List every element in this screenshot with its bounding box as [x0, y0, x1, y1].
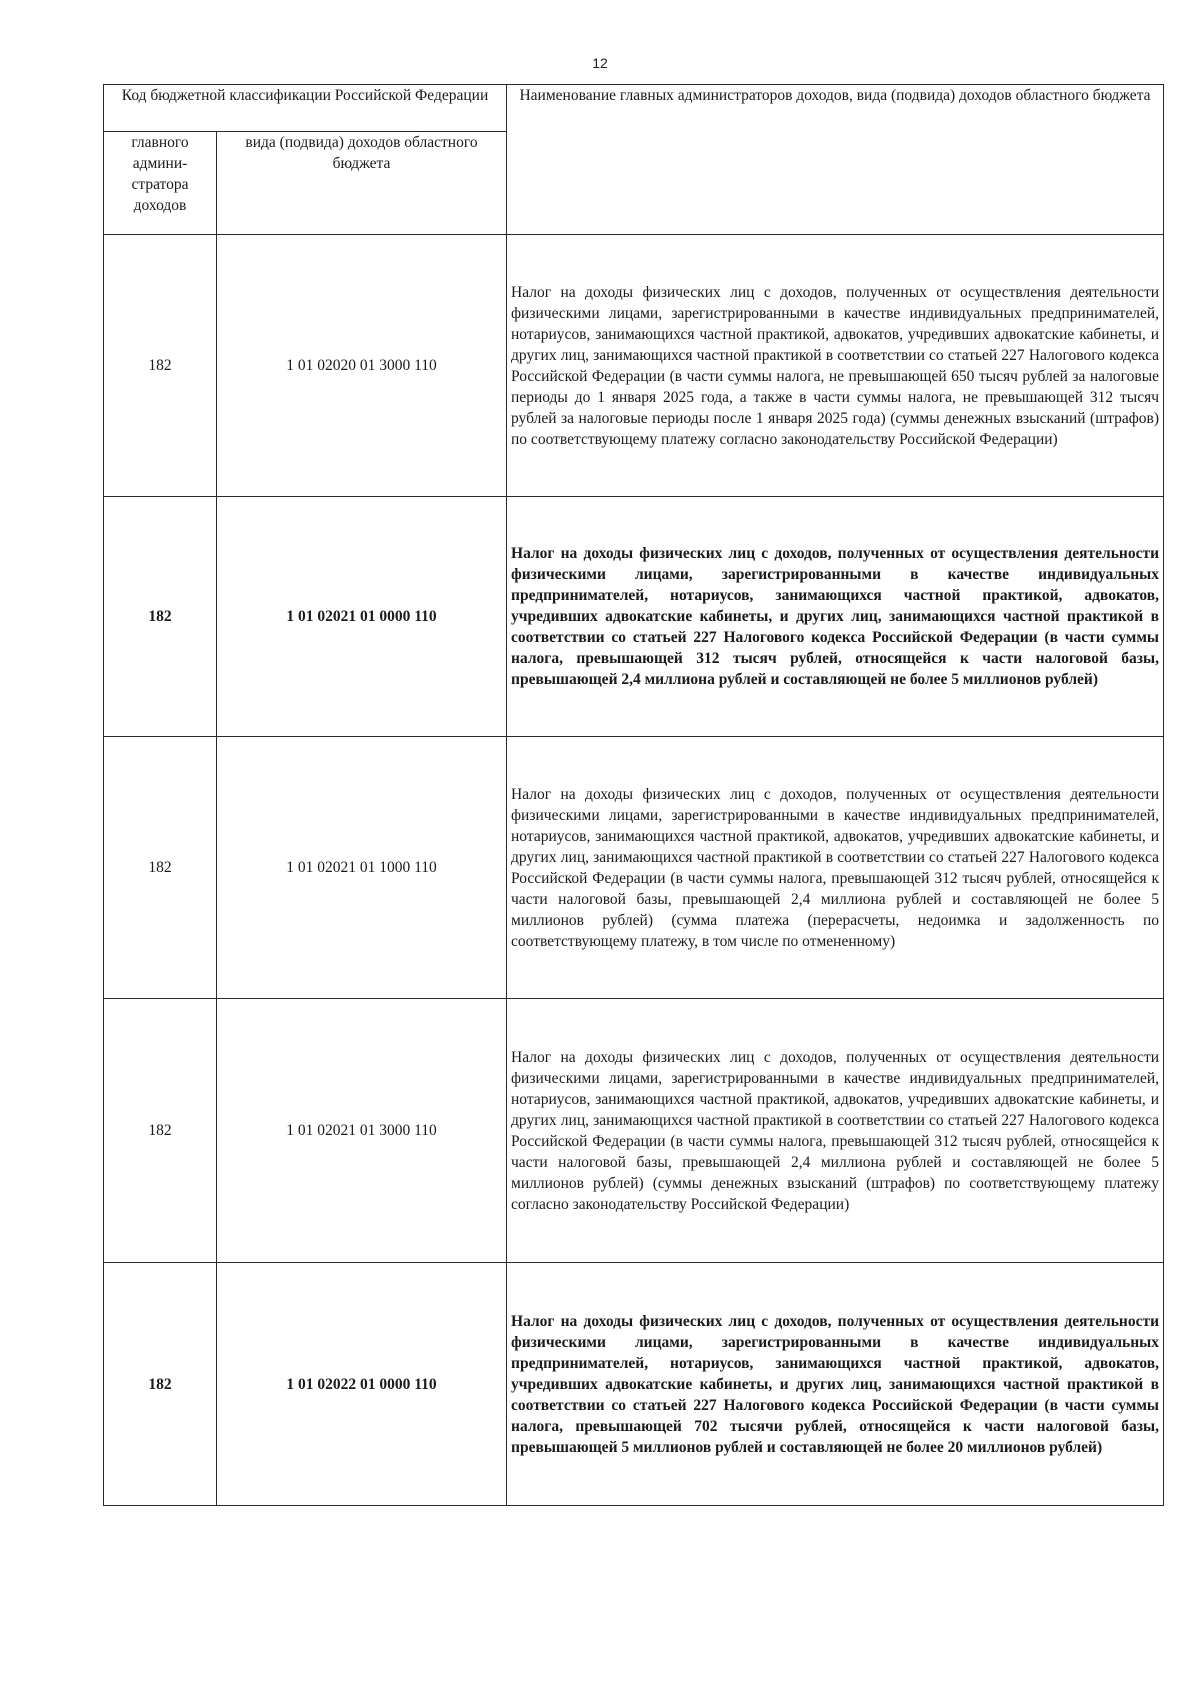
budget-classification-table: [103, 84, 1164, 1506]
income-name-cell: Налог на доходы физических лиц с доходов, полученных от осуществления деятельности физическими лицами, зарегистрированными в качестве индивидуальных предпринимателей, нотариусов, занимающихся частной практикой, адвокатов, учредивших адвокатские кабинеты, и других лиц, занимающихся частной практикой в соответствии со статьей 227 Налогового кодекса Российской Федерации (в части суммы налога, превышающей 312 тысяч рублей, относящейся к части налоговой базы, превышающей 2,4 миллиона рублей и составляющей не более 5 миллионов рублей): [507, 497, 1164, 737]
table-row: [104, 999, 1164, 1263]
income-code-cell: 1 01 02021 01 0000 110: [217, 497, 507, 737]
admin-code-cell: 182: [104, 737, 217, 999]
income-name-cell: Налог на доходы физических лиц с доходов, полученных от осуществления деятельности физическими лицами, зарегистрированными в качестве индивидуальных предпринимателей, нотариусов, занимающихся частной практикой, адвокатов, учредивших адвокатские кабинеты, и других лиц, занимающихся частной практикой в соответствии со статьей 227 Налогового кодекса Российской Федерации (в части суммы налога, превышающей 312 тысяч рублей, относящейся к части налоговой базы, превышающей 2,4 миллиона рублей и составляющей не более 5 миллионов рублей) (суммы денежных взысканий (штрафов) по соответствующему платежу согласно законодательству Российской Федерации): [507, 999, 1164, 1263]
admin-code-cell: 182: [104, 497, 217, 737]
admin-code-cell: 182: [104, 1263, 217, 1506]
admin-code-cell: 182: [104, 999, 217, 1263]
page-number: 12: [592, 55, 608, 71]
table-row: [104, 737, 1164, 999]
income-code-cell: 1 01 02021 01 1000 110: [217, 737, 507, 999]
income-name-cell: Налог на доходы физических лиц с доходов, полученных от осуществления деятельности физическими лицами, зарегистрированными в качестве индивидуальных предпринимателей, нотариусов, занимающихся частной практикой, адвокатов, учредивших адвокатские кабинеты, и других лиц, занимающихся частной практикой в соответствии со статьей 227 Налогового кодекса Российской Федерации (в части суммы налога, превышающей 702 тысячи рублей, относящейся к части налоговой базы, превышающей 5 миллионов рублей и составляющей не более 20 миллионов рублей): [507, 1263, 1164, 1506]
income-name-cell: Налог на доходы физических лиц с доходов, полученных от осуществления деятельности физическими лицами, зарегистрированными в качестве индивидуальных предпринимателей, нотариусов, занимающихся частной практикой, адвокатов, учредивших адвокатские кабинеты, и других лиц, занимающихся частной практикой в соответствии со статьей 227 Налогового кодекса Российской Федерации (в части суммы налога, превышающей 312 тысяч рублей, относящейся к части налоговой базы, превышающей 2,4 миллиона рублей и составляющей не более 5 миллионов рублей) (сумма платежа (перерасчеты, недоимка и задолженность по соответствующему платежу, в том числе по отмененному): [507, 737, 1164, 999]
table-row: [104, 497, 1164, 737]
code-column-header: вида (подвида) доходов областного бюджета: [217, 132, 507, 235]
table-header: [104, 85, 1164, 235]
admin-column-header: главного админи-стратора доходов: [104, 132, 217, 235]
kbk-group-header: Код бюджетной классификации Российской Федерации: [104, 85, 507, 132]
table-row: [104, 1263, 1164, 1506]
name-column-header: Наименование главных администраторов доходов, вида (подвида) доходов областного бюджета: [507, 85, 1164, 235]
income-code-cell: 1 01 02021 01 3000 110: [217, 999, 507, 1263]
table-body: [104, 235, 1164, 1506]
income-name-cell: Налог на доходы физических лиц с доходов, полученных от осуществления деятельности физическими лицами, зарегистрированными в качестве индивидуальных предпринимателей, нотариусов, занимающихся частной практикой, адвокатов, учредивших адвокатские кабинеты, и других лиц, занимающихся частной практикой в соответствии со статьей 227 Налогового кодекса Российской Федерации (в части суммы налога, не превышающей 650 тысяч рублей за налоговые периоды до 1 января 2025 года, а также в части суммы налога, не превышающей 312 тысяч рублей за налоговые периоды после 1 января 2025 года) (суммы денежных взысканий (штрафов) по соответствующему платежу согласно законодательству Российской Федерации): [507, 235, 1164, 497]
admin-code-cell: 182: [104, 235, 217, 497]
income-code-cell: 1 01 02020 01 3000 110: [217, 235, 507, 497]
table-row: [104, 235, 1164, 497]
income-code-cell: 1 01 02022 01 0000 110: [217, 1263, 507, 1506]
